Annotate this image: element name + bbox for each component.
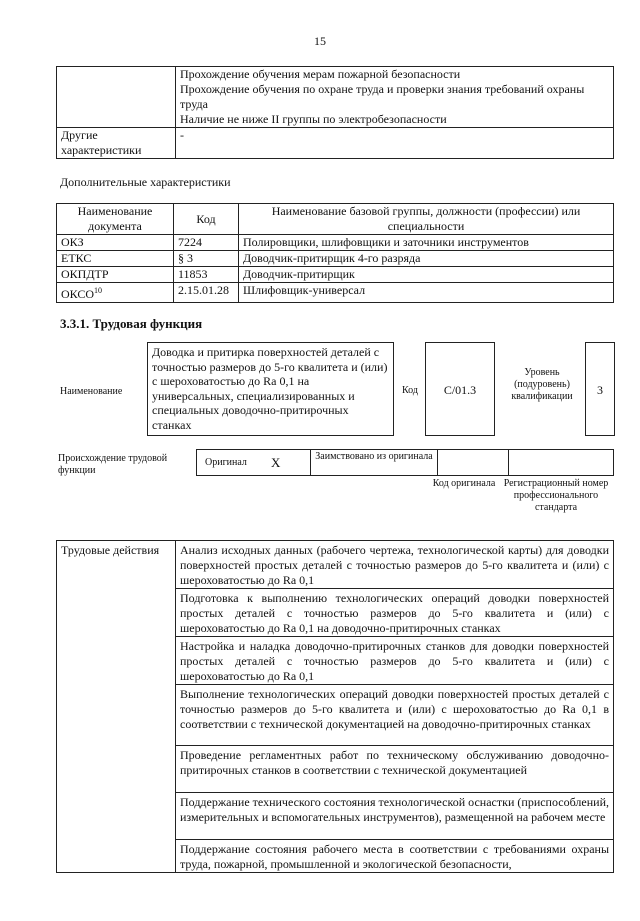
original-mark: X: [270, 450, 311, 476]
name-cell: Шлифовщик-универсал: [239, 283, 614, 303]
name-cell: Доводчик-притирщик: [239, 267, 614, 283]
code-cell: 7224: [174, 235, 239, 251]
function-code-box: C/01.3: [425, 342, 495, 436]
requirement-item: Прохождение обучения мерам пожарной безопасности: [180, 67, 461, 81]
table-row: [57, 235, 614, 251]
labor-action-item: Анализ исходных данных (рабочего чертежа, технологической карты) для доводки поверхностей простых деталей с точностью размеров до 5-го квалитета и (или) с шероховатостью до Ra 0,1: [176, 541, 614, 589]
name-cell: Полировщики, шлифовщики и заточники инструментов: [239, 235, 614, 251]
original-code-cell: [438, 450, 509, 476]
labor-action-item: Настройка и наладка доводочно-притирочных станков для доводки поверхностей простых деталей с точностью размеров до 5-го квалитета и (или) с шероховатостью до Ra 0,1: [176, 637, 614, 685]
additional-title: Дополнительные характеристики: [60, 175, 231, 189]
original-label: Оригинал: [197, 450, 271, 476]
labor-actions-table: [56, 540, 614, 873]
doc-cell: ОКПДТР: [57, 267, 174, 283]
table-row: [57, 267, 614, 283]
origin-label: Происхождение трудовой функции: [58, 453, 168, 476]
labor-action-item: Поддержание технического состояния технологической оснастки (приспособлений, измерительных и вспомогательных инструментов), размещенной на рабочем месте: [176, 793, 614, 840]
registration-caption: Регистрационный номер профессионального стандарта: [503, 478, 609, 513]
other-characteristics-label: Другие характеристики: [57, 128, 176, 159]
origin-table: [196, 449, 614, 476]
requirement-item: Прохождение обучения по охране труда и проверки знания требований охраны труда: [180, 82, 585, 111]
requirement-item: Наличие не ниже II группы по электробезопасности: [180, 112, 447, 126]
code-cell: 2.15.01.28: [174, 283, 239, 303]
code-cell: 11853: [174, 267, 239, 283]
doc-cell: ОКЗ: [57, 235, 174, 251]
function-name-box: Доводка и притирка поверхностей деталей с точностью размеров до 5-го квалитета и (или) с шероховатостью до Ra 0,1 на универсальных, специализированных и специальных доводочно-притирочных станках: [147, 342, 394, 436]
header-document: Наименование документа: [57, 204, 174, 235]
labor-action-item: Выполнение технологических операций доводки поверхностей простых деталей с точностью размеров до 5-го квалитета и (или) с шероховатостью до Ra 0,1 в соответствии с технической документацией на доводочно-притирочных станках: [176, 685, 614, 746]
function-heading: 3.3.1. Трудовая функция: [60, 316, 203, 331]
borrowed-label: Заимствовано из оригинала: [311, 450, 438, 476]
labor-action-item: Подготовка к выполнению технологических операций доводки поверхностей простых деталей с точностью размеров до 5-го квалитета и (или) с шероховатостью до Ra 0,1 на доводочно-притирочных станках: [176, 589, 614, 637]
header-name: Наименование базовой группы, должности (профессии) или специальности: [239, 204, 614, 235]
additional-table: [56, 203, 614, 303]
doc-cell: ОКСО$^{10}$: [57, 283, 174, 303]
name-cell: Доводчик-притирщик 4-го разряда: [239, 251, 614, 267]
table-row: [57, 283, 614, 303]
name-label: Наименование: [60, 386, 123, 397]
level-label: Уровень (подуровень) квалификации: [511, 367, 573, 402]
labor-action-item: Поддержание состояния рабочего места в соответствии с требованиями охраны труда, пожарной, промышленной и экологической безопасности,: [176, 840, 614, 873]
labor-action-item: Проведение регламентных работ по техническому обслуживанию доводочно-притирочных станков в соответствии с технической документацией: [176, 746, 614, 793]
labor-actions-label: Трудовые действия: [57, 541, 176, 873]
requirements-cell: [176, 67, 614, 128]
doc-cell: ЕТКС: [57, 251, 174, 267]
code-label: Код: [402, 385, 418, 396]
table-row: [57, 251, 614, 267]
level-box: 3: [585, 342, 615, 436]
footnote-mark: 10: [94, 286, 103, 295]
header-code: Код: [174, 204, 239, 235]
registration-number-cell: [509, 450, 614, 476]
code-cell: § 3: [174, 251, 239, 267]
code-caption: Код оригинала: [432, 478, 496, 489]
requirements-table: [56, 66, 614, 159]
other-characteristics-value: -: [176, 128, 614, 159]
page-number: 15: [314, 34, 326, 48]
